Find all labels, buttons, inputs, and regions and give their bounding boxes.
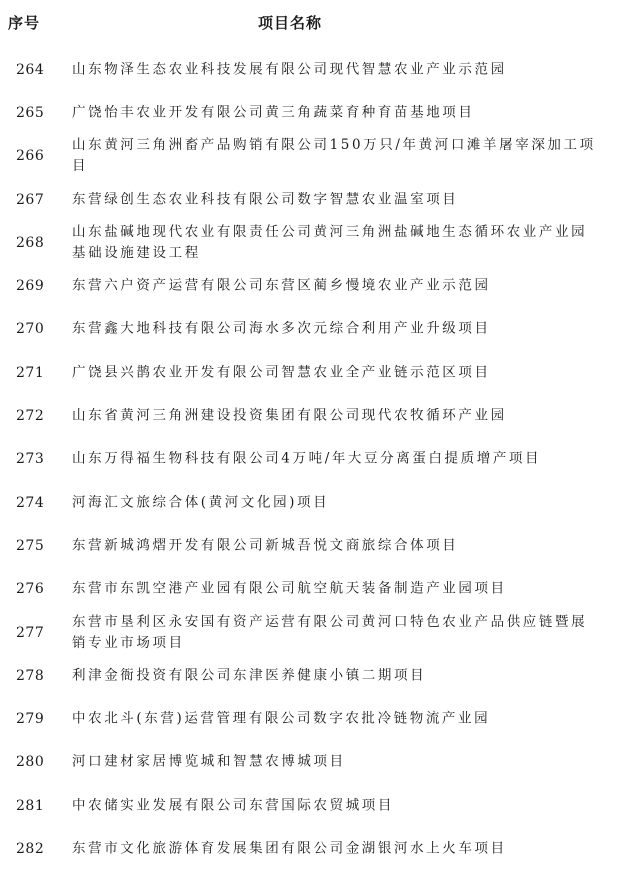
table-row [0,568,625,611]
project-name: 东营鑫大地科技有限公司海水多次元综合利用产业升级项目 [72,320,491,337]
project-name: 山东黄河三角洲畜产品购销有限公司150万只/年黄河口滩羊屠宰深加工项目 [72,137,596,175]
row-number: 281 [16,797,45,814]
table-row [0,91,625,134]
project-name: 广饶县兴鹊农业开发有限公司智慧农业全产业链示范区项目 [72,364,491,381]
row-number: 269 [16,278,45,295]
project-name: 山东盐碱地现代农业有限责任公司黄河三角洲盐碱地生态循环农业产业园基础设施建设工程 [72,223,588,261]
row-number: 266 [16,148,45,165]
project-table [0,48,625,871]
row-number: 273 [16,451,45,468]
project-name: 广饶怡丰农业开发有限公司黄三角蔬菜育种育苗基地项目 [72,104,475,121]
row-number: 275 [16,537,45,554]
table-row [0,654,625,697]
row-number: 265 [16,104,45,121]
project-name: 东营六户资产运营有限公司东营区蔺乡慢境农业产业示范园 [72,277,491,294]
project-name: 山东万得福生物科技有限公司4万吨/年大豆分离蛋白提质增产项目 [72,450,542,467]
project-name: 东营市垦利区永安国有资产运营有限公司黄河口特色农业产品供应链暨展销专业市场项目 [72,613,588,651]
project-name: 东营绿创生态农业科技有限公司数字智慧农业温室项目 [72,191,459,208]
table-row [0,48,625,91]
row-number: 272 [16,408,45,425]
row-number: 278 [16,667,45,684]
table-row [0,438,625,481]
table-row [0,178,625,221]
row-number: 270 [16,321,45,338]
project-name: 中农北斗(东营)运营管理有限公司数字农批冷链物流产业园 [72,710,491,727]
row-number: 274 [16,494,45,511]
table-row [0,264,625,307]
project-name: 东营新城鸿熠开发有限公司新城吾悦文商旅综合体项目 [72,537,459,554]
row-number: 276 [16,581,45,598]
project-name: 东营市文化旅游体育发展集团有限公司金湖银河水上火车项目 [72,840,507,857]
table-row [0,394,625,437]
column-header-number: 序号 [8,14,41,32]
project-name: 山东物泽生态农业科技发展有限公司现代智慧农业产业示范园 [72,61,507,78]
row-number: 277 [16,624,45,641]
table-row [0,697,625,740]
table-row [0,308,625,351]
row-number: 279 [16,711,45,728]
table-row [0,784,625,827]
table-row [0,351,625,394]
project-name: 山东省黄河三角洲建设投资集团有限公司现代农牧循环产业园 [72,407,507,424]
project-name: 利津金衙投资有限公司东津医养健康小镇二期项目 [72,667,427,684]
row-number: 267 [16,191,45,208]
table-row [0,135,625,178]
table-row [0,611,625,654]
table-row [0,827,625,870]
project-name: 河口建材家居博览城和智慧农博城项目 [72,753,346,770]
row-number: 268 [16,234,45,251]
table-row [0,741,625,784]
table-row [0,481,625,524]
project-name: 东营市东凯空港产业园有限公司航空航天装备制造产业园项目 [72,580,507,597]
table-row [0,524,625,567]
table-row [0,221,625,264]
column-header-project-name: 项目名称 [258,14,323,32]
row-number: 264 [16,61,45,78]
row-number: 280 [16,754,45,771]
project-name: 河海汇文旅综合体(黄河文化园)项目 [72,494,330,511]
row-number: 282 [16,840,45,857]
project-name: 中农储实业发展有限公司东营国际农贸城项目 [72,797,394,814]
row-number: 271 [16,364,45,381]
table-header [0,0,625,48]
